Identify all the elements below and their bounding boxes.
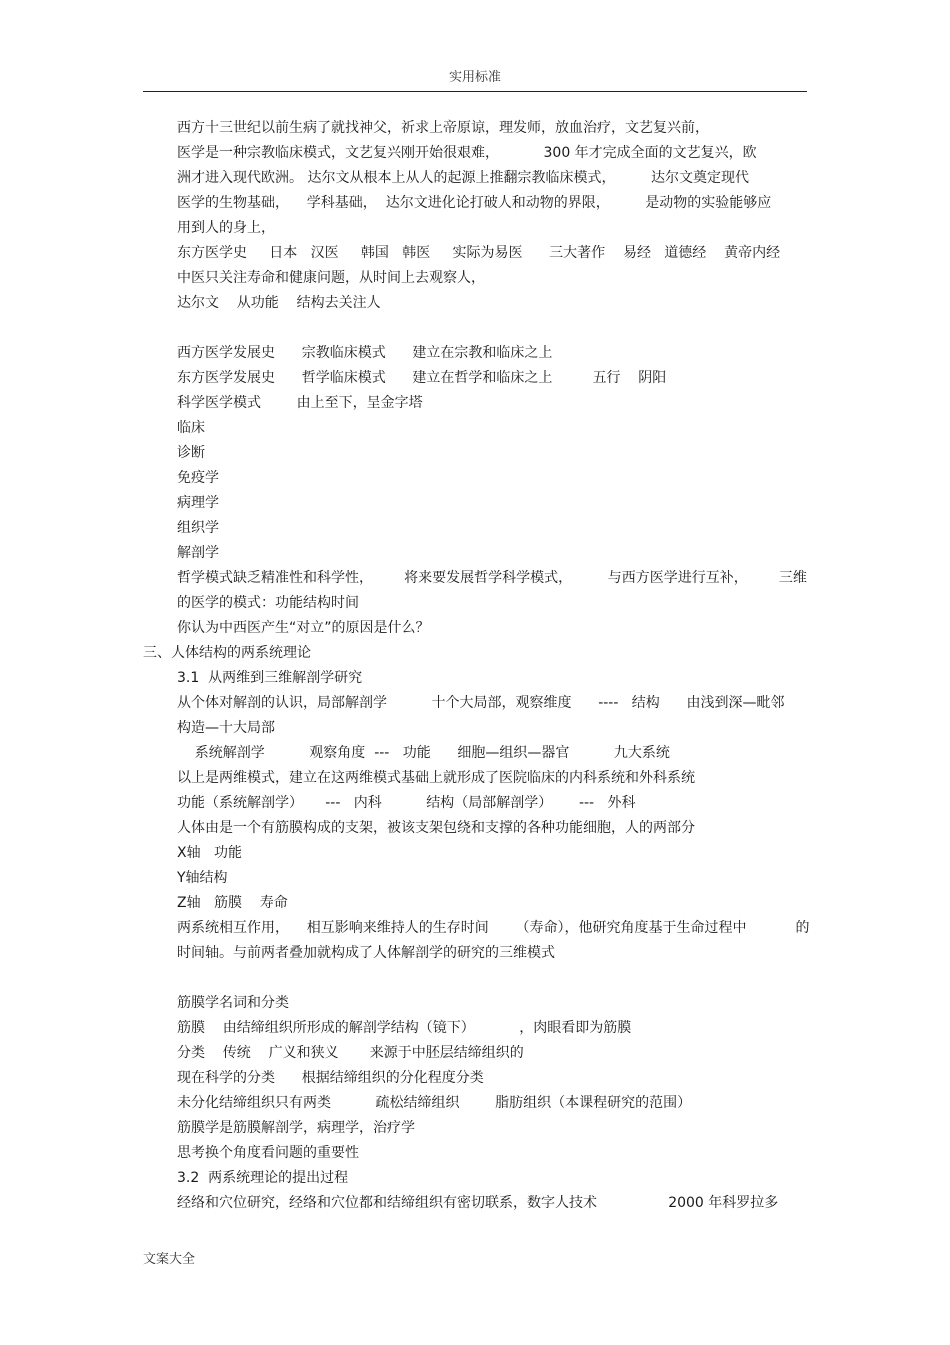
subsection-heading: 3.1 从两维到三维解剖学研究	[177, 670, 363, 686]
text-line: 功能（系统解剖学） --- 内科 结构（局部解剖学） --- 外科	[177, 795, 636, 811]
text-line: X轴 功能	[177, 845, 242, 861]
text-line: 诊断	[177, 445, 205, 461]
section-heading: 三、人体结构的两系统理论	[143, 645, 311, 661]
text-line: 病理学	[177, 495, 219, 511]
text-line: 免疫学	[177, 470, 219, 486]
text-line: 洲才进入现代欧洲。 达尔文从根本上从人的起源上推翻宗教临床模式， 达尔文奠定现代	[177, 170, 750, 186]
text-line: 组织学	[177, 520, 219, 536]
text-line: 西方医学发展史 宗教临床模式 建立在宗教和临床之上	[177, 345, 553, 361]
text-line: 科学医学模式 由上至下，呈金字塔	[177, 395, 423, 411]
text-line: 两系统相互作用， 相互影响来维持人的生存时间 （寿命），他研究角度基于生命过程中 的	[177, 920, 810, 936]
text-line: 未分化结缔组织只有两类 疏松结缔组织 脂肪组织（本课程研究的范围）	[177, 1095, 692, 1111]
text-line: 筋膜学名词和分类	[177, 995, 289, 1011]
header-divider	[143, 91, 807, 92]
text-line: 东方医学史 日本 汉医 韩国 韩医 实际为易医 三大著作 易经 道德经 黄帝内经	[177, 245, 781, 261]
text-line: 系统解剖学 观察角度 --- 功能 细胞—组织—器官 九大系统	[177, 745, 670, 761]
text-line: Y轴结构	[177, 870, 228, 886]
text-line: 用到人的身上，	[177, 220, 275, 236]
text-line: 东方医学发展史 哲学临床模式 建立在哲学和临床之上 五行 阴阳	[177, 370, 667, 386]
text-line: 思考换个角度看问题的重要性	[177, 1145, 359, 1161]
text-line: 哲学模式缺乏精准性和科学性， 将来要发展哲学科学模式， 与西方医学进行互补， 三维	[177, 570, 807, 586]
text-line: 你认为中西医产生“对立”的原因是什么？	[177, 620, 430, 636]
text-line: 时间轴。与前两者叠加就构成了人体解剖学的研究的三维模式	[177, 945, 555, 961]
subsection-heading: 3.2 两系统理论的提出过程	[177, 1170, 349, 1186]
text-line: 解剖学	[177, 545, 219, 561]
text-line: 构造—十大局部	[177, 720, 275, 736]
text-line: 医学是一种宗教临床模式，文艺复兴刚开始很艰难， 300 年才完成全面的文艺复兴，欧	[177, 145, 757, 161]
text-line: 筋膜学是筋膜解剖学，病理学，治疗学	[177, 1120, 415, 1136]
page-footer-text: 文案大全	[143, 1252, 196, 1267]
text-line: 中医只关注寿命和健康问题，从时间上去观察人，	[177, 270, 485, 286]
text-line: 现在科学的分类 根据结缔组织的分化程度分类	[177, 1070, 484, 1086]
text-line: 分类 传统 广义和狭义 来源于中胚层结缔组织的	[177, 1045, 524, 1061]
text-line: 西方十三世纪以前生病了就找神父，祈求上帝原谅，理发师，放血治疗，文艺复兴前，	[177, 120, 709, 136]
text-line: 筋膜 由结缔组织所形成的解剖学结构（镜下） ，肉眼看即为筋膜	[177, 1020, 632, 1036]
text-line: 从个体对解剖的认识，局部解剖学 十个大局部，观察维度 ---- 结构 由浅到深—毗邻	[177, 695, 785, 711]
text-line: 的医学的模式：功能结构时间	[177, 595, 359, 611]
page-header-title: 实用标准	[448, 70, 501, 85]
text-line: 人体由是一个有筋膜构成的支架，被该支架包绕和支撑的各种功能细胞，人的两部分	[177, 820, 695, 836]
text-line: 以上是两维模式，建立在这两维模式基础上就形成了医院临床的内科系统和外科系统	[177, 770, 695, 786]
text-line: 医学的生物基础， 学科基础， 达尔文进化论打破人和动物的界限， 是动物的实验能够应	[177, 195, 772, 211]
text-line: 达尔文 从功能 结构去关注人	[177, 295, 381, 311]
text-line: 临床	[177, 420, 205, 436]
text-line: Z轴 筋膜 寿命	[177, 895, 288, 911]
text-line: 经络和穴位研究，经络和穴位都和结缔组织有密切联系，数字人技术 2000 年科罗拉多	[177, 1195, 779, 1211]
